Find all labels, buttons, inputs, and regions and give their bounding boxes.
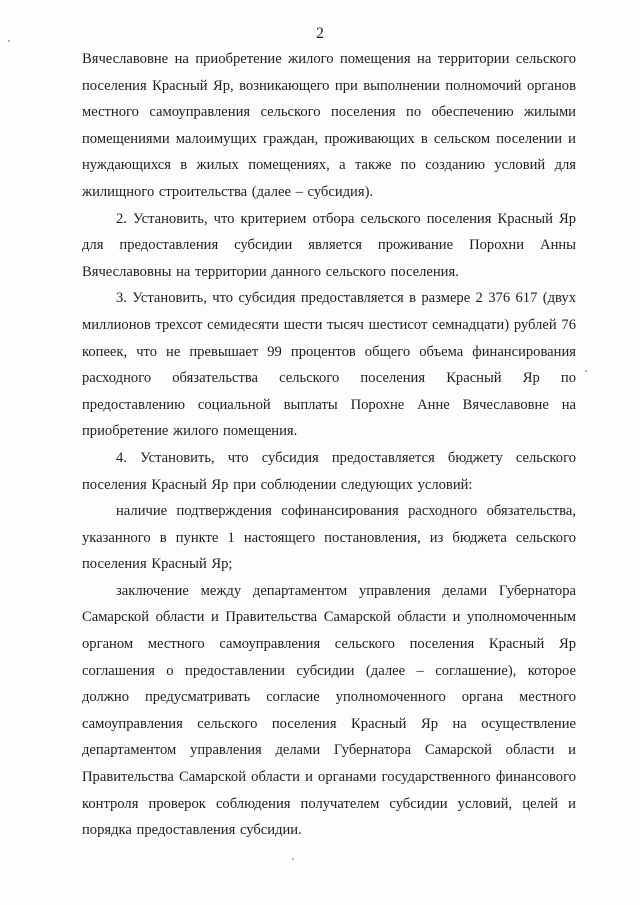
paragraph-item-4: 4. Установить, что субсидия предоставляется бюджету сельского поселения Красный Яр при соблюдении следующих условий: [82,449,576,493]
document-body [82,46,576,844]
paragraph-continuation: Вячеславовне на приобретение жилого помещения на территории сельского поселения Красный Яр, возникающего при выполнении полномочий органов местного самоуправления сельского поселения по обеспечению жилыми помещениями малоимущих граждан, проживающих в сельском поселении и нуждающихся в жилых помещениях, а также по созданию условий для жилищного строительства (далее – субсидия). [82,51,576,200]
paragraph-item-3: 3. Установить, что субсидия предоставляется в размере 2 376 617 (двух миллионов трехсот семидесяти шести тысяч шестисот семнадцати) рублей 76 копеек, что не превышает 99 процентов общего объема финансирования расходного обязательства сельского поселения Красный Яр по предоставлению социальной выплаты Порохне Анне Вячеславовне на приобретение жилого помещения. [82,290,576,440]
paragraph-condition-2: заключение между департаментом управления делами Губернатора Самарской области и Правительства Самарской области и уполномоченным органом местного самоуправления сельского поселения Красный Яр соглашения о предоставлении субсидии (далее – соглашение), которое должно предусматривать согласие уполномоченного органа местного самоуправления сельского поселения Красный Яр на осуществление департаментом управления делами Губернатора Самарской области и Правительства Самарской области и органами государственного финансового контроля проверок соблюдения получателем субсидии условий, целей и порядка предоставления субсидии. [82,582,576,839]
scan-speck [8,40,10,42]
scan-speck [585,370,587,372]
page-number: 2 [316,25,324,42]
paragraph-item-2: 2. Установить, что критерием отбора сельского поселения Красный Яр для предоставления субсидии является проживание Порохни Анны Вячеславовны на территории данного сельского поселения. [82,210,576,280]
scan-speck [292,858,294,860]
paragraph-condition-1: наличие подтверждения софинансирования расходного обязательства, указанного в пункте 1 настоящего постановления, из бюджета сельского поселения Красный Яр; [82,503,576,573]
